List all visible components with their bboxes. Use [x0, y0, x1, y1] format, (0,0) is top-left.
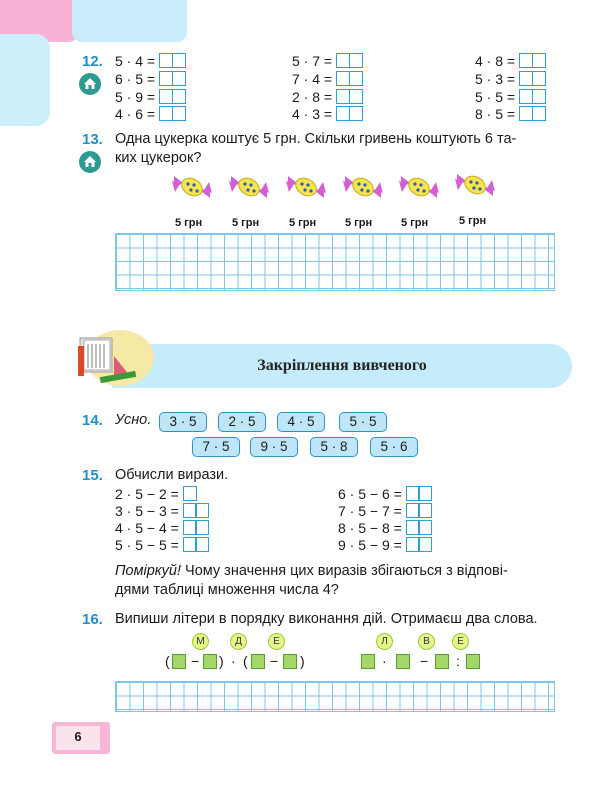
ex12-eq: 4 · 3 =: [292, 106, 363, 122]
candy-price: 5 грн: [401, 217, 429, 229]
exercise-13-number: 13.: [82, 131, 103, 148]
letter-circle: Л: [376, 633, 393, 650]
candy-icon: [286, 172, 326, 202]
ex15-eq: 9 · 5 − 9 =: [338, 537, 432, 553]
oral-expression: 7 · 5: [192, 437, 240, 457]
oral-expression: 2 · 5: [218, 412, 266, 432]
page-number: 6: [74, 729, 82, 744]
ex15-think-line1: Поміркуй! Чому значення цих виразів збігаються з відпові-: [115, 563, 508, 579]
letter-slot: [396, 654, 410, 669]
letter-slot: [251, 654, 265, 669]
ex15-think-line2: дями таблиці множення числа 4?: [115, 582, 339, 598]
ex12-eq: 5 · 5 =: [475, 89, 546, 105]
corner-lightblue-shape: [0, 34, 50, 126]
ex15-title: Обчисли вирази.: [115, 467, 229, 483]
candy-icon: [455, 170, 495, 200]
letter-circle: В: [418, 633, 435, 650]
letter-slot: [361, 654, 375, 669]
exercise-16-number: 16.: [82, 611, 103, 628]
letter-slot: [283, 654, 297, 669]
ex12-eq: 5 · 9 =: [115, 89, 186, 105]
op-symbol: ): [219, 653, 224, 669]
op-symbol: ): [300, 653, 305, 669]
letter-circle: М: [192, 633, 209, 650]
exercise-14-number: 14.: [82, 412, 103, 429]
candy-price: 5 грн: [175, 217, 203, 229]
op-symbol: −: [420, 653, 429, 669]
ex15-eq: 6 · 5 − 6 =: [338, 486, 432, 502]
ex12-eq: 6 · 5 =: [115, 71, 186, 87]
exercise-12-number: 12.: [82, 53, 103, 70]
letter-slot: [172, 654, 186, 669]
answer-grid: [115, 681, 555, 712]
ex12-eq: 5 · 7 =: [292, 53, 363, 69]
oral-expression: 5 · 6: [370, 437, 418, 457]
oral-expression: 4 · 5: [277, 412, 325, 432]
ex15-eq: 7 · 5 − 7 =: [338, 503, 432, 519]
op-symbol: −: [270, 653, 279, 669]
ex15-eq: 4 · 5 − 4 =: [115, 520, 209, 536]
section-title: Закріплення вивченого: [257, 357, 427, 374]
op-symbol: ·: [382, 653, 387, 669]
candy-icon: [343, 172, 383, 202]
corner-blue-shape: [72, 0, 187, 42]
school-supplies-icon: [74, 328, 154, 388]
candy-icon: [172, 172, 212, 202]
candy-price: 5 грн: [459, 215, 487, 227]
ex15-eq: 5 · 5 − 5 =: [115, 537, 209, 553]
oral-expression: 5 · 8: [310, 437, 358, 457]
candy-price: 5 грн: [289, 217, 317, 229]
candy-icon: [229, 172, 269, 202]
answer-grid: [115, 233, 555, 291]
ex16-text: Випиши літери в порядку виконання дій. Отримаєш два слова.: [115, 611, 538, 627]
exercise-15-number: 15.: [82, 467, 103, 484]
ex12-eq: 8 · 5 =: [475, 106, 546, 122]
ex15-eq: 8 · 5 − 8 =: [338, 520, 432, 536]
oral-expression: 5 · 5: [339, 412, 387, 432]
letter-slot: [435, 654, 449, 669]
oral-expression: 9 · 5: [250, 437, 298, 457]
ex12-eq: 4 · 8 =: [475, 53, 546, 69]
candy-price: 5 грн: [345, 217, 373, 229]
ex12-eq: 4 · 6 =: [115, 106, 186, 122]
letter-circle: Е: [452, 633, 469, 650]
ex12-eq: 2 · 8 =: [292, 89, 363, 105]
think-label: Поміркуй!: [115, 563, 181, 579]
ex13-text-line1: Одна цукерка коштує 5 грн. Скільки гривень коштують 6 та-: [115, 131, 517, 147]
ex12-eq: 5 · 3 =: [475, 71, 546, 87]
letter-circle: Д: [230, 633, 247, 650]
home-icon: [79, 73, 101, 95]
ex12-eq: 5 · 4 =: [115, 53, 186, 69]
letter-slot: [203, 654, 217, 669]
ex15-eq: 3 · 5 − 3 =: [115, 503, 209, 519]
ex13-text-line2: ких цукерок?: [115, 150, 202, 166]
ex15-eq: 2 · 5 − 2 =: [115, 486, 197, 502]
op-symbol: −: [191, 653, 200, 669]
op-symbol: :: [456, 653, 460, 669]
op-symbol: (: [165, 653, 170, 669]
letter-slot: [466, 654, 480, 669]
ex14-label: Усно.: [115, 412, 152, 428]
letter-circle: Е: [268, 633, 285, 650]
candy-icon: [399, 172, 439, 202]
oral-expression: 3 · 5: [159, 412, 207, 432]
home-icon: [79, 151, 101, 173]
candy-price: 5 грн: [232, 217, 260, 229]
op-symbol: (: [243, 653, 248, 669]
ex12-eq: 7 · 4 =: [292, 71, 363, 87]
op-symbol: ·: [231, 653, 236, 669]
